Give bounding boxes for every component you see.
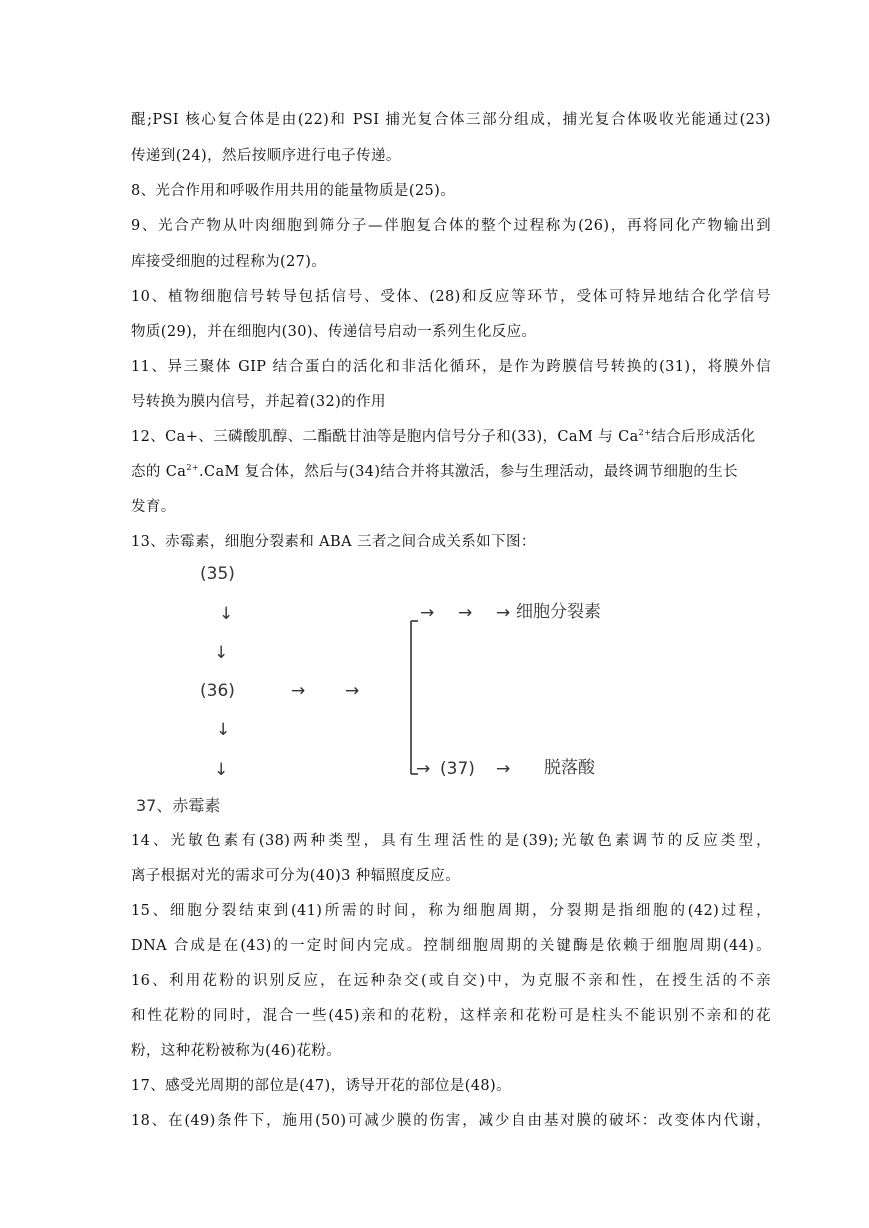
down-arrow: ↓ — [214, 760, 229, 780]
down-arrow: ↓ — [216, 720, 231, 740]
text-line: 10、植物细胞信号转导包括信号、受体、(28)和反应等环节，受体可特异地结合化学信号 — [131, 289, 771, 305]
text-line: 15、细胞分裂结束到(41)所需的时间，称为细胞周期，分裂期是指细胞的(42)过程， — [131, 903, 771, 919]
text-line: 18、在(49)条件下，施用(50)可减少膜的伤害，减少自由基对膜的破坏：改变体内代谢， — [131, 1113, 771, 1129]
right-arrow: → — [496, 759, 511, 779]
text-line — [131, 462, 771, 482]
text-line: 8、光合作用和呼吸作用共用的能量物质是(25)。 — [131, 183, 456, 199]
node-36: (36) — [200, 681, 235, 701]
text-line: 离子根据对光的需求可分为(40)3 种辐照度反应。 — [131, 868, 461, 884]
text-line — [131, 427, 771, 447]
text-line: 物质(29)，并在细胞内(30)、传递信号启动一系列生化反应。 — [131, 324, 537, 340]
down-arrow: ↓ — [214, 643, 229, 663]
superscript: 2+ — [186, 463, 199, 472]
text-segment: 12、Ca+、三磷酸肌醇、二酯酰甘油等是胞内信号分子和(33)，CaM 与 Ca — [131, 429, 639, 445]
right-arrow: → — [458, 603, 473, 623]
text-line: 号转换为膜内信号，并起着(32)的作用 — [131, 394, 386, 410]
text-line: 13、赤霉素，细胞分裂素和 ABA 三者之间合成关系如下图： — [131, 534, 536, 550]
right-arrow: → — [416, 759, 431, 779]
aba-label: 脱落酸 — [544, 758, 595, 778]
diagram-caption: 37、赤霉素 — [136, 796, 221, 815]
right-arrow: → — [345, 681, 360, 701]
text-line: 14、光敏色素有(38)两种类型，具有生理活性的是(39);光敏色素调节的反应类型， — [131, 833, 771, 849]
node-35: (35) — [200, 564, 235, 584]
text-line: 11、异三聚体 GIP 结合蛋白的活化和非活化循环，是作为跨膜信号转换的(31)，将膜外信 — [131, 359, 771, 375]
right-arrow: → — [291, 681, 306, 701]
cytokinin-label: 细胞分裂素 — [516, 602, 601, 622]
text-line: 发育。 — [131, 499, 176, 515]
text-segment: .CaM 复合体，然后与(34)结合并将其激活，参与生理活动，最终调节细胞的生长 — [198, 464, 739, 480]
text-segment: 结合后形成活化 — [651, 429, 756, 445]
node-37: (37) — [440, 759, 475, 779]
text-line: 醌;PSI 核心复合体是由(22)和 PSI 捕光复合体三部分组成，捕光复合体吸收光能通过(23) — [131, 112, 771, 128]
down-arrow: ↓ — [219, 604, 234, 624]
text-line: 16、利用花粉的识别反应，在远种杂交(或自交)中，为克服不亲和性，在授生活的不亲 — [131, 973, 771, 989]
text-line: 库接受细胞的过程称为(27)。 — [131, 254, 327, 270]
text-line: 传递到(24)，然后按顺序进行电子传递。 — [131, 148, 401, 164]
text-line: 9、光合产物从叶肉细胞到筛分子—伴胞复合体的整个过程称为(26)，再将同化产物输出到 — [131, 218, 771, 234]
text-line: 和性花粉的同时，混合一些(45)亲和的花粉，这样亲和花粉可是柱头不能识别不亲和的花 — [131, 1008, 771, 1024]
text-line: 粉，这种花粉被称为(46)花粉。 — [131, 1043, 342, 1059]
right-arrow: → — [496, 603, 511, 623]
right-arrow: → — [420, 603, 435, 623]
text-line: 17、感受光周期的部位是(47)，诱导开花的部位是(48)。 — [131, 1078, 511, 1094]
text-segment: 态的 Ca — [131, 464, 187, 480]
text-line: DNA 合成是在(43)的一定时间内完成。控制细胞周期的关键酶是依赖于细胞周期(44)。 — [131, 938, 771, 954]
superscript: 2+ — [638, 428, 652, 437]
